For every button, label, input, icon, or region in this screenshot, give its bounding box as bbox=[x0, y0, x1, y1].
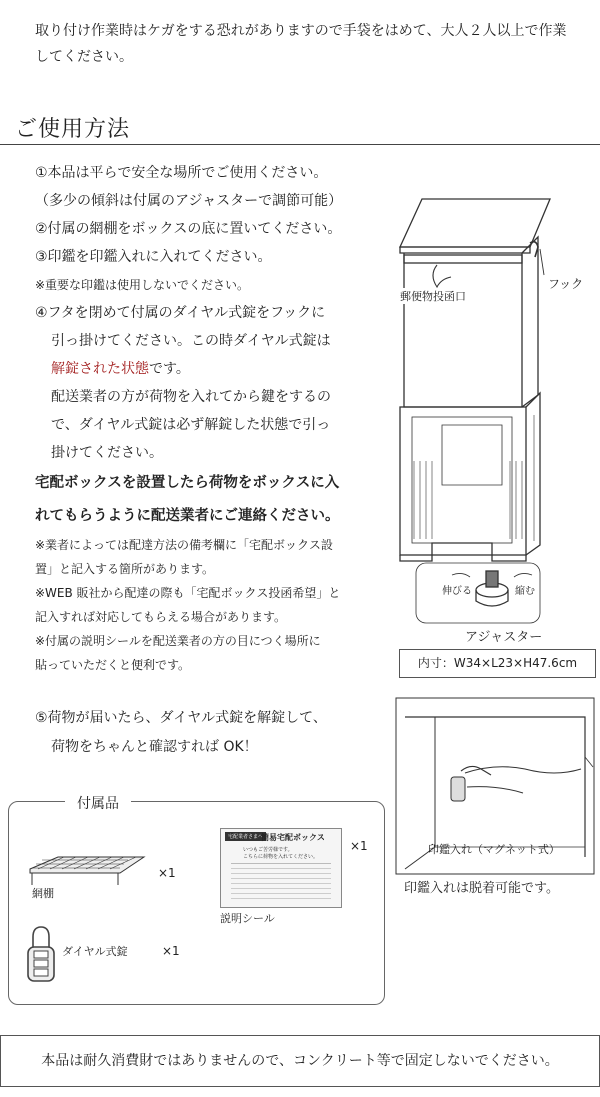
seal-case-label: 印鑑入れ（マグネット式） bbox=[428, 843, 560, 856]
hook-label: フック bbox=[548, 277, 584, 291]
step-1-note: （多少の傾斜は付属のアジャスターで調節可能） bbox=[35, 193, 343, 209]
dimensions-box: 内寸：W34×L23×H47.6cm bbox=[399, 649, 596, 678]
dial-lock-icon bbox=[24, 925, 58, 983]
net-label: 網棚 bbox=[32, 887, 54, 900]
step-4-line1: ④フタを閉めて付属のダイヤル式錠をフックに bbox=[35, 305, 326, 321]
sticker-sub2: こちらに荷物を入れてください。 bbox=[243, 854, 319, 860]
delivery-box-diagram bbox=[392, 185, 600, 645]
step-4-line5: で、ダイヤル式錠は必ず解錠した状態で引っ bbox=[51, 417, 331, 433]
lock-label: ダイヤル式錠 bbox=[62, 945, 128, 958]
extend-label: 伸びる bbox=[442, 586, 472, 597]
unlocked-state-highlight: 解錠された状態 bbox=[51, 361, 149, 377]
sticker-title: 簡易宅配ボックス bbox=[261, 833, 325, 842]
net-shelf-icon bbox=[28, 855, 146, 889]
title-divider bbox=[0, 144, 600, 145]
step-3-note: ※重要な印鑑は使用しないでください。 bbox=[35, 278, 250, 292]
bottom-notice: 本品は耐久消費財ではありませんので、コンクリート等で固定しないでください。 bbox=[0, 1035, 600, 1087]
sticker-quantity: ×1 bbox=[350, 839, 368, 853]
step-3: ③印鑑を印鑑入れに入れてください。 bbox=[35, 249, 272, 265]
note-3b: 貼っていただくと便利です。 bbox=[35, 658, 191, 672]
instruction-steps bbox=[35, 159, 395, 677]
note-2b: 記入すれば対応してもらえる場合があります。 bbox=[35, 610, 287, 624]
step-4-line2: 引っ掛けてください。この時ダイヤル式錠は bbox=[51, 333, 331, 349]
bold-notice-line2: れてもらうように配送業者にご連絡ください。 bbox=[35, 508, 340, 524]
retract-label: 縮む bbox=[515, 586, 535, 597]
step-4-line4: 配送業者の方が荷物を入れてから鍵をするの bbox=[51, 389, 331, 405]
note-3a: ※付属の説明シールを配送業者の方の目につく場所に bbox=[35, 634, 321, 648]
net-quantity: ×1 bbox=[158, 866, 176, 880]
step-2: ②付属の網棚をボックスの底に置いてください。 bbox=[35, 221, 342, 237]
warning-text: 取り付け作業時はケガをする恐れがありますので手袋をはめて、大人２人以上で作業してください。 bbox=[35, 23, 567, 65]
section-title: ご使用方法 bbox=[15, 117, 131, 142]
accessories-title: 付属品 bbox=[65, 793, 131, 813]
step-5 bbox=[35, 704, 327, 762]
note-2a: ※WEB 販社から配達の際も「宅配ボックス投函希望」と bbox=[35, 586, 341, 600]
mail-slot-label: 郵便物投函口 bbox=[400, 290, 466, 303]
step-4-line6: 掛けてください。 bbox=[51, 445, 163, 461]
seal-case-caption: 印鑑入れは脱着可能です。 bbox=[404, 881, 559, 896]
sticker-preview bbox=[220, 828, 342, 908]
adjuster-label: アジャスター bbox=[465, 630, 543, 645]
note-1a: ※業者によっては配達方法の備考欄に「宅配ボックス設 bbox=[35, 538, 333, 552]
sticker-sub1: いつもご苦労様です。 bbox=[243, 847, 293, 853]
step-1: ①本品は平らで安全な場所でご使用ください。 bbox=[35, 165, 328, 181]
lock-quantity: ×1 bbox=[162, 944, 180, 958]
sticker-label: 説明シール bbox=[220, 912, 275, 925]
step-5-line1: ⑤荷物が届いたら、ダイヤル式錠を解錠して、 bbox=[35, 710, 327, 726]
sticker-badge: 宅配業者さまへ bbox=[225, 832, 266, 841]
note-1b: 置」と記入する箇所があります。 bbox=[35, 562, 215, 576]
sticker-body-lines bbox=[231, 863, 331, 902]
bold-notice-line1: 宅配ボックスを設置したら荷物をボックスに入 bbox=[35, 475, 340, 491]
step-4-line3: 解錠された状態です。 bbox=[51, 361, 190, 377]
step-5-line2: 荷物をちゃんと確認すれば OK！ bbox=[51, 739, 258, 755]
